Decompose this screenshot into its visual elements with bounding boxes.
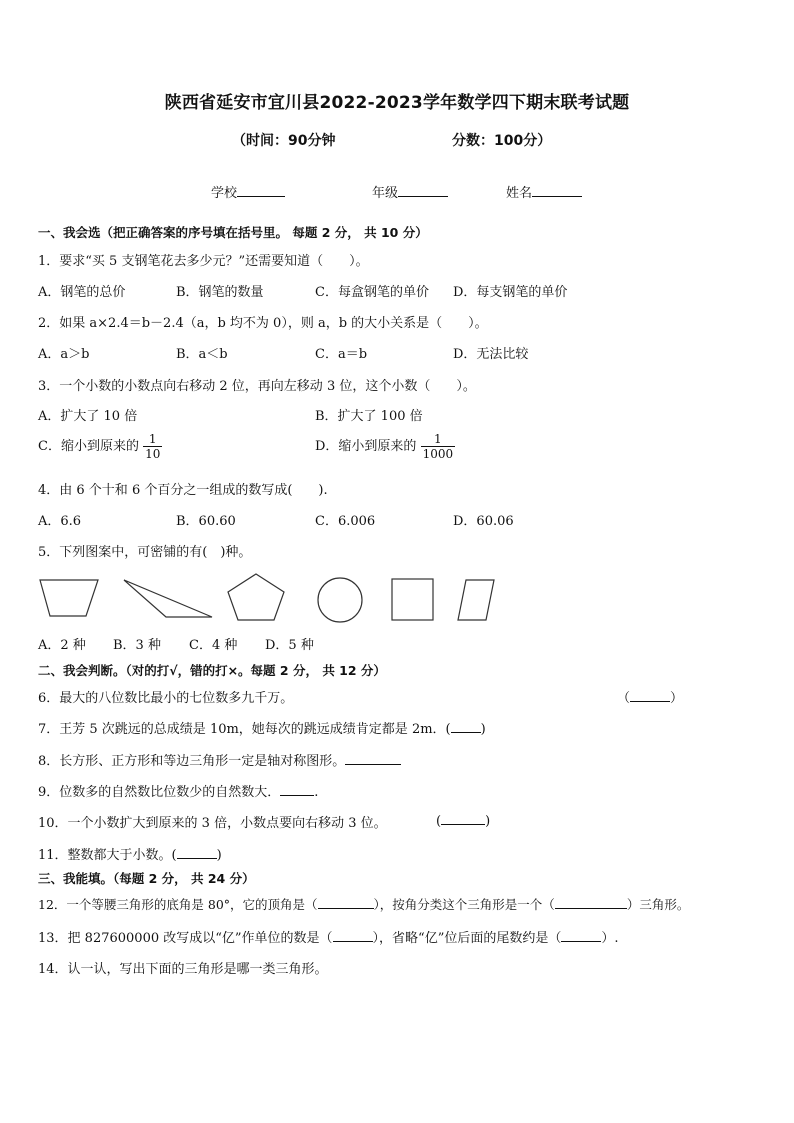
q13-yi-unit-blank[interactable] (333, 929, 373, 942)
circle-shape (318, 578, 362, 622)
section-2-heading: 二、我会判断。（对的打√，错的打×。每题 2 分， 共 12 分） (38, 663, 386, 678)
q3-option-c[interactable]: C．缩小到原来的 $\frac{1}{10}$ (38, 432, 161, 461)
q1-option-d[interactable]: D．每支钢笔的单价 (453, 285, 568, 300)
q4-option-b[interactable]: B．60.60 (176, 514, 236, 529)
page-title: 陕西省延安市宜川县2022-2023学年数学四下期末联考试题 (164, 93, 630, 113)
q12-triangle-type-blank[interactable] (555, 896, 627, 909)
q11-line: 11．整数都大于小数。( ) (38, 848, 222, 863)
fraction-one-thousandth: $\frac{1}{1000}$ (422, 432, 454, 461)
trapezoid-shape (40, 580, 98, 616)
q5-option-d[interactable]: D．5 种 (265, 638, 314, 653)
fraction-one-tenth: $\frac{1}{10}$ (145, 432, 161, 461)
pentagon-shape (228, 574, 284, 620)
q2-option-a[interactable]: A．a＞b (38, 347, 90, 362)
grade-field[interactable]: 年级 (372, 182, 448, 201)
tessellation-shapes (36, 572, 506, 628)
q4-option-a[interactable]: A．6.6 (38, 514, 82, 529)
section-3-heading: 三、我能填。（每题 2 分， 共 24 分） (38, 871, 255, 886)
q6-answer-blank[interactable]: （ ） (617, 691, 684, 706)
q2-option-b[interactable]: B．a＜b (176, 347, 228, 362)
q2-option-d[interactable]: D．无法比较 (453, 347, 529, 362)
q4-stem: 4．由 6 个十和 6 个百分之一组成的数写成( ). (38, 483, 328, 498)
q5-option-c[interactable]: C．4 种 (189, 638, 238, 653)
q7-answer-blank[interactable] (451, 720, 481, 733)
exam-score: 分数：100分） (452, 133, 552, 149)
q8-line: 8．长方形、正方形和等边三角形一定是轴对称图形。 (38, 750, 401, 769)
q4-option-c[interactable]: C．6.006 (315, 514, 376, 529)
q12-apex-angle-blank[interactable] (318, 896, 374, 909)
school-field[interactable]: 学校 (211, 182, 285, 201)
q9-line: 9．位数多的自然数比位数少的自然数大． . (38, 785, 319, 800)
q5-option-a[interactable]: A．2 种 (38, 638, 86, 653)
q10-answer-blank[interactable]: ( ) (436, 814, 491, 829)
square-shape (392, 579, 433, 620)
q1-option-a[interactable]: A．钢笔的总价 (38, 285, 126, 300)
name-field[interactable]: 姓名 (506, 182, 582, 201)
q13-approx-blank[interactable] (561, 929, 601, 942)
q14-stem: 14．认一认，写出下面的三角形是哪一类三角形。 (38, 962, 328, 977)
q9-answer-blank[interactable] (280, 783, 314, 796)
q3-option-b[interactable]: B．扩大了 100 倍 (315, 409, 423, 424)
q10-stem: 10．一个小数扩大到原来的 3 倍，小数点要向右移动 3 位。 (38, 816, 387, 831)
section-1-heading: 一、我会选（把正确答案的序号填在括号里。 每题 2 分， 共 10 分） (38, 225, 428, 240)
q7-line: 7．王芳 5 次跳远的总成绩是 10m，她每次的跳远成绩肯定都是 2m．( ) (38, 722, 486, 737)
q5-stem: 5．下列图案中，可密铺的有( )种。 (38, 545, 252, 560)
q13-line: 13．把 827600000 改写成以“亿”作单位的数是（ ），省略“亿”位后面的尾数约是（ ）. (38, 931, 619, 946)
q3-stem: 3．一个小数的小数点向右移动 2 位，再向左移动 3 位，这个小数（ ）。 (38, 379, 476, 394)
q1-option-b[interactable]: B．钢笔的数量 (176, 285, 264, 300)
q12-line: 12．一个等腰三角形的底角是 80°，它的顶角是（ ），按角分类这个三角形是一个（ ）三角形。 (38, 897, 690, 912)
q6-stem: 6．最大的八位数比最小的七位数多九千万。 (38, 691, 294, 706)
q4-option-d[interactable]: D．60.06 (453, 514, 514, 529)
obtuse-triangle-shape (124, 580, 212, 617)
q1-option-c[interactable]: C．每盒钢笔的单价 (315, 285, 429, 300)
q2-option-c[interactable]: C．a＝b (315, 347, 368, 362)
q2-stem: 2．如果 a×2.4＝b－2.4（a，b 均不为 0），则 a，b 的大小关系是（ ）。 (38, 316, 488, 331)
parallelogram-shape (458, 580, 494, 620)
q8-answer-blank[interactable] (345, 752, 401, 765)
q3-option-d[interactable]: D．缩小到原来的 $\frac{1}{1000}$ (315, 432, 454, 461)
q5-option-b[interactable]: B．3 种 (113, 638, 161, 653)
q1-stem: 1．要求“买 5 支钢笔花去多少元？”还需要知道（ ）。 (38, 254, 369, 269)
exam-time: （时间：90分钟 (232, 133, 336, 149)
q3-option-a[interactable]: A．扩大了 10 倍 (38, 409, 138, 424)
q11-answer-blank[interactable] (177, 846, 217, 859)
